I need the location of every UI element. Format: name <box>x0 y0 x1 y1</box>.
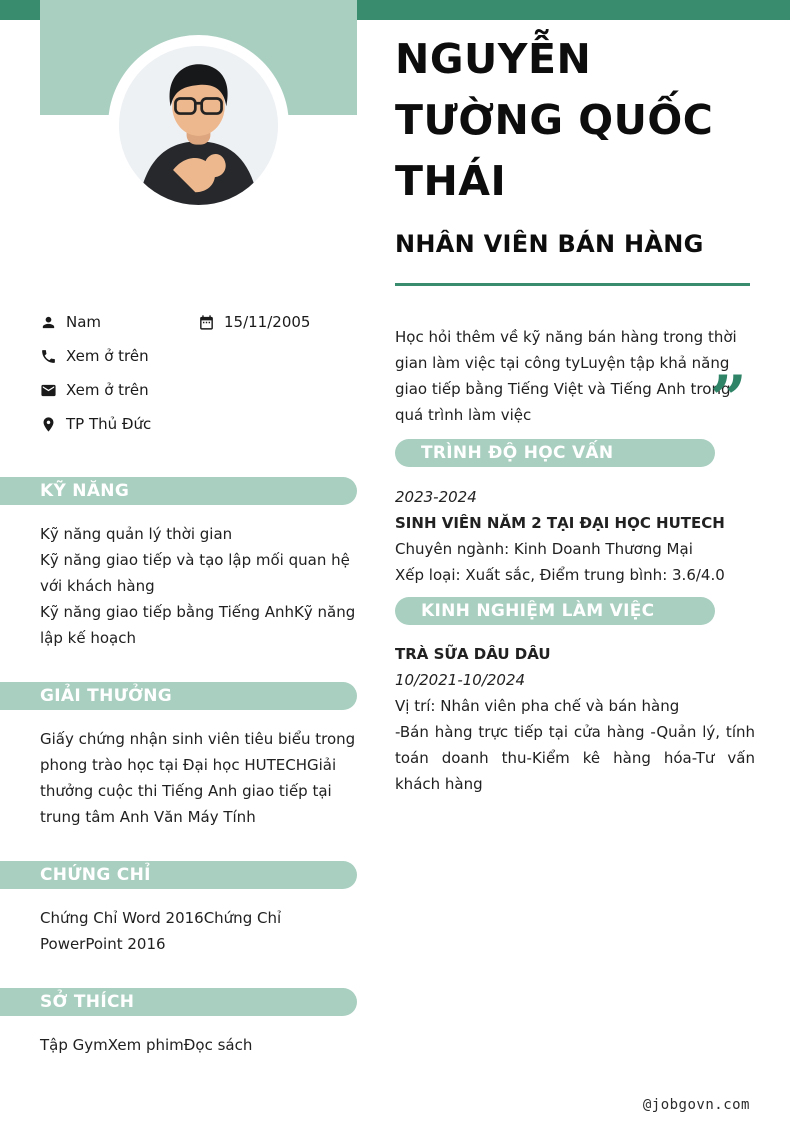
job-title: NHÂN VIÊN BÁN HÀNG <box>395 230 704 258</box>
contact-section <box>40 305 357 441</box>
avatar-placeholder-illustration <box>119 46 278 205</box>
email-value: Xem ở trên <box>66 381 149 399</box>
experience-period: 10/2021-10/2024 <box>395 671 526 689</box>
watermark: @jobgovn.com <box>642 1097 750 1113</box>
mail-icon <box>40 382 57 399</box>
skills-list <box>40 521 360 651</box>
calendar-icon <box>198 314 215 331</box>
candidate-name <box>395 29 765 212</box>
experience-position: Vị trí: Nhân viên pha chế và bán hàng <box>395 697 680 715</box>
email-item <box>40 381 149 399</box>
experience-details: -Bán hàng trực tiếp tại cửa hàng -Quản lý, tính toán doanh thu-Kiểm kê hàng hóa-Tư vấn khách hàng <box>395 723 755 793</box>
awards-section-header: GIẢI THƯỞNG <box>0 682 357 710</box>
contact-row <box>40 373 357 407</box>
education-section-header: TRÌNH ĐỘ HỌC VẤN <box>395 439 715 467</box>
profile-photo-frame <box>108 35 289 216</box>
certificates-text: Chứng Chỉ Word 2016Chứng Chỉ PowerPoint 2016 <box>40 909 282 953</box>
experience-section-header: KINH NGHIỆM LÀM VIỆC <box>395 597 715 625</box>
skills-section-header: KỸ NĂNG <box>0 477 357 505</box>
skill-item: Kỹ năng giao tiếp và tạo lập mối quan hệ với khách hàng <box>40 551 350 595</box>
address-value: TP Thủ Đức <box>66 415 152 433</box>
person-icon <box>40 314 57 331</box>
closing-quote-icon: ” <box>710 362 747 437</box>
location-pin-icon <box>40 416 57 433</box>
title-divider-line <box>395 283 750 286</box>
name-line: NGUYỄN <box>395 35 592 83</box>
phone-item <box>40 347 149 365</box>
education-entry <box>395 484 755 588</box>
profile-photo <box>119 46 278 205</box>
hobbies-text: Tập GymXem phimĐọc sách <box>40 1036 253 1054</box>
certificates-section-header: CHỨNG CHỈ <box>0 861 357 889</box>
birthdate-item <box>198 313 310 331</box>
education-period: 2023-2024 <box>395 488 477 506</box>
experience-entry <box>395 641 755 797</box>
contact-row <box>40 339 357 373</box>
birthdate-value: 15/11/2005 <box>224 313 311 331</box>
hobbies-section-header: SỞ THÍCH <box>0 988 357 1016</box>
awards-text: Giấy chứng nhận sinh viên tiêu biểu trong phong trào học tại Đại học HUTECHGiải thưởng cuộc thi Tiếng Anh giao tiếp tại trung tâm Anh Văn Máy Tính <box>40 730 356 826</box>
phone-value: Xem ở trên <box>66 347 149 365</box>
address-item <box>40 415 151 433</box>
name-line: TƯỜNG QUỐC <box>395 96 714 144</box>
contact-row <box>40 305 357 339</box>
education-grade: Xếp loại: Xuất sắc, Điểm trung bình: 3.6/4.0 <box>395 566 725 584</box>
skill-item: Kỹ năng giao tiếp bằng Tiếng AnhKỹ năng lập kế hoạch <box>40 603 356 647</box>
phone-icon <box>40 348 57 365</box>
education-school: SINH VIÊN NĂM 2 TẠI ĐẠI HỌC HUTECH <box>395 514 725 532</box>
gender-value: Nam <box>66 313 102 331</box>
experience-company: TRÀ SỮA DÂU DÂU <box>395 645 551 663</box>
skill-item: Kỹ năng quản lý thời gian <box>40 525 233 543</box>
contact-row <box>40 407 357 441</box>
education-major: Chuyên ngành: Kinh Doanh Thương Mại <box>395 540 693 558</box>
name-line: THÁI <box>395 157 507 205</box>
gender-item <box>40 313 198 331</box>
career-objective-text: Học hỏi thêm về kỹ năng bán hàng trong thời gian làm việc tại công tyLuyện tập khả năng giao tiếp bằng Tiếng Việt và Tiếng Anh trong quá trình làm việc <box>395 328 737 424</box>
